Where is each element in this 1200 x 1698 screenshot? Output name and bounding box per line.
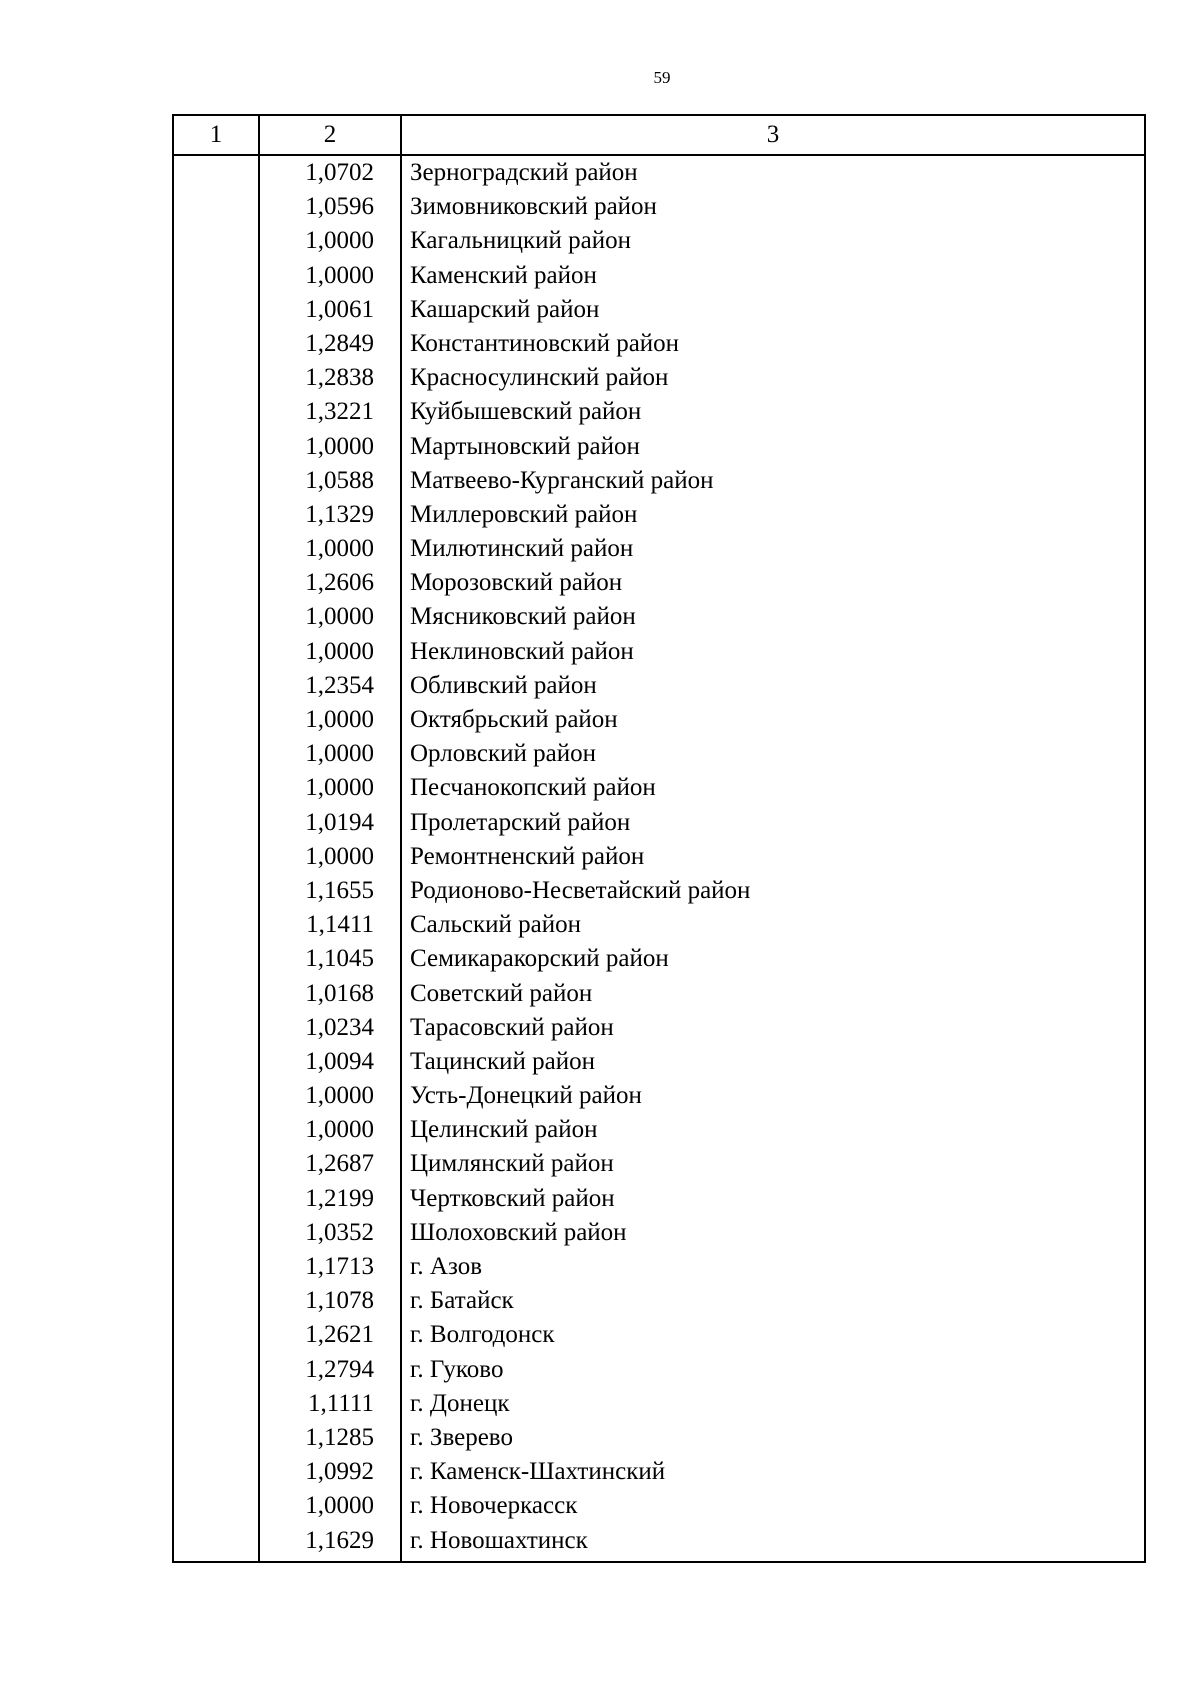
row-coefficient: 1,0352 <box>305 1218 374 1246</box>
row-municipality: Неклиновский район <box>410 637 634 665</box>
row-coefficient: 1,2849 <box>305 329 374 357</box>
table-row <box>174 977 1144 1011</box>
row-coefficient: 1,1629 <box>305 1526 374 1554</box>
page-number: 59 <box>653 68 671 87</box>
table-body <box>174 156 1144 1558</box>
row-municipality: Зерноградский район <box>410 159 638 186</box>
table-row <box>174 259 1144 293</box>
header-col-3: 3 <box>766 121 780 148</box>
row-municipality: Чертковский район <box>410 1184 615 1212</box>
row-coefficient: 1,0588 <box>305 466 374 494</box>
table-row <box>174 1147 1144 1181</box>
row-municipality: г. Волгодонск <box>410 1321 555 1349</box>
row-coefficient: 1,0992 <box>305 1458 374 1486</box>
row-municipality: Миллеровский район <box>410 500 638 528</box>
table-row <box>174 430 1144 464</box>
row-coefficient: 1,0194 <box>305 808 374 836</box>
row-coefficient: 1,1713 <box>305 1253 374 1280</box>
row-coefficient: 1,1111 <box>308 1389 374 1417</box>
row-coefficient: 1,0000 <box>305 740 374 768</box>
table-row <box>174 1455 1144 1489</box>
row-coefficient: 1,0596 <box>305 193 374 221</box>
row-municipality: Кашарский район <box>410 295 600 323</box>
row-municipality: г. Азов <box>410 1253 483 1280</box>
row-municipality: Сальский район <box>410 911 581 939</box>
row-municipality: Семикаракорский район <box>410 945 669 973</box>
row-coefficient: 1,2354 <box>305 671 374 699</box>
table-row <box>174 703 1144 737</box>
row-coefficient: 1,0702 <box>305 159 374 186</box>
table-row <box>174 1216 1144 1250</box>
table-row <box>174 1182 1144 1216</box>
row-coefficient: 1,1655 <box>305 876 374 904</box>
table-row <box>174 635 1144 669</box>
row-coefficient: 1,0094 <box>305 1047 374 1075</box>
row-municipality: Песчанокопский район <box>410 774 656 802</box>
table-row <box>174 1079 1144 1113</box>
row-coefficient: 1,0061 <box>305 295 374 323</box>
row-municipality: Матвеево-Курганский район <box>410 466 714 494</box>
row-municipality: Обливский район <box>410 671 597 699</box>
row-coefficient: 1,0000 <box>305 774 374 802</box>
row-coefficient: 1,0000 <box>305 1116 374 1144</box>
row-coefficient: 1,1411 <box>306 911 374 939</box>
row-coefficient: 1,0000 <box>305 261 374 289</box>
row-coefficient: 1,0000 <box>305 432 374 460</box>
row-municipality: Целинский район <box>410 1116 598 1144</box>
row-coefficient: 1,0234 <box>305 1013 374 1041</box>
row-coefficient: 1,2687 <box>305 1150 374 1178</box>
header-col-2: 2 <box>323 121 337 148</box>
row-coefficient: 1,1285 <box>305 1423 374 1451</box>
table-row <box>174 1011 1144 1045</box>
row-municipality: г. Гуково <box>410 1355 504 1383</box>
row-coefficient: 1,2794 <box>305 1355 374 1383</box>
row-coefficient: 1,0000 <box>305 706 374 733</box>
table-row <box>174 1284 1144 1318</box>
table-row <box>174 361 1144 395</box>
table-row <box>174 908 1144 942</box>
row-coefficient: 1,1329 <box>305 500 374 528</box>
table-row <box>174 1387 1144 1421</box>
table-row <box>174 1045 1144 1079</box>
table-row <box>174 498 1144 532</box>
row-coefficient: 1,0000 <box>305 535 374 563</box>
row-municipality: Милютинский район <box>410 535 634 563</box>
table-row <box>174 669 1144 703</box>
table-row <box>174 806 1144 840</box>
row-municipality: Каменский район <box>410 261 597 289</box>
row-municipality: г. Батайск <box>410 1287 514 1315</box>
row-municipality: Кагальницкий район <box>410 227 632 255</box>
table-row <box>174 1524 1144 1558</box>
table-row <box>174 942 1144 976</box>
row-municipality: г. Каменск-Шахтинский <box>410 1458 666 1486</box>
table-row <box>174 190 1144 224</box>
row-coefficient: 1,2621 <box>305 1321 374 1349</box>
table-row <box>174 600 1144 634</box>
row-municipality: Усть-Донецкий район <box>410 1082 642 1110</box>
table-row <box>174 224 1144 258</box>
table-row <box>174 1489 1144 1523</box>
row-municipality: Цимлянский район <box>410 1150 614 1178</box>
row-coefficient: 1,2606 <box>305 569 374 597</box>
table-row <box>174 1250 1144 1284</box>
row-municipality: Орловский район <box>410 740 596 768</box>
row-coefficient: 1,0000 <box>305 227 374 255</box>
coefficients-table <box>172 114 1146 1563</box>
table-row <box>174 1113 1144 1147</box>
row-municipality: Советский район <box>410 979 593 1007</box>
table-row <box>174 566 1144 600</box>
row-coefficient: 1,2838 <box>305 364 374 392</box>
row-municipality: Родионово-Несветайский район <box>410 876 751 904</box>
table-row <box>174 1318 1144 1352</box>
table-row <box>174 156 1144 190</box>
table-row <box>174 1353 1144 1387</box>
row-coefficient: 1,1045 <box>305 945 374 973</box>
table-row <box>174 771 1144 805</box>
row-municipality: г. Зверево <box>410 1423 513 1451</box>
row-coefficient: 1,1078 <box>305 1287 374 1315</box>
row-coefficient: 1,2199 <box>305 1184 374 1212</box>
table-row <box>174 464 1144 498</box>
table-row <box>174 327 1144 361</box>
row-coefficient: 1,0000 <box>305 603 374 631</box>
row-coefficient: 1,0000 <box>305 637 374 665</box>
row-coefficient: 1,0168 <box>305 979 374 1007</box>
table-row <box>174 874 1144 908</box>
row-coefficient: 1,0000 <box>305 1082 374 1110</box>
row-coefficient: 1,0000 <box>305 1492 374 1520</box>
row-municipality: Октябрьский район <box>410 706 618 733</box>
header-col-1: 1 <box>209 121 223 148</box>
row-municipality: Мартыновский район <box>410 432 640 460</box>
row-municipality: Мясниковский район <box>410 603 636 631</box>
row-municipality: Шолоховский район <box>410 1218 627 1246</box>
table-row <box>174 395 1144 429</box>
row-municipality: Морозовский район <box>410 569 623 597</box>
row-municipality: Константиновский район <box>410 329 680 357</box>
row-municipality: Куйбышевский район <box>410 398 642 426</box>
row-municipality: Зимовниковский район <box>410 193 657 221</box>
table-row <box>174 293 1144 327</box>
row-municipality: Пролетарский район <box>410 808 631 836</box>
row-coefficient: 1,0000 <box>305 842 374 870</box>
row-municipality: г. Новочеркасск <box>410 1492 578 1520</box>
row-municipality: Тарасовский район <box>410 1013 614 1041</box>
table-row <box>174 532 1144 566</box>
table-row <box>174 737 1144 771</box>
row-municipality: Красносулинский район <box>410 364 669 392</box>
table-row <box>174 1421 1144 1455</box>
row-municipality: г. Новошахтинск <box>410 1526 588 1554</box>
row-municipality: Тацинский район <box>410 1047 595 1075</box>
row-coefficient: 1,3221 <box>305 398 374 426</box>
row-municipality: Ремонтненский район <box>410 842 645 870</box>
table-row <box>174 840 1144 874</box>
row-municipality: г. Донецк <box>410 1389 510 1417</box>
